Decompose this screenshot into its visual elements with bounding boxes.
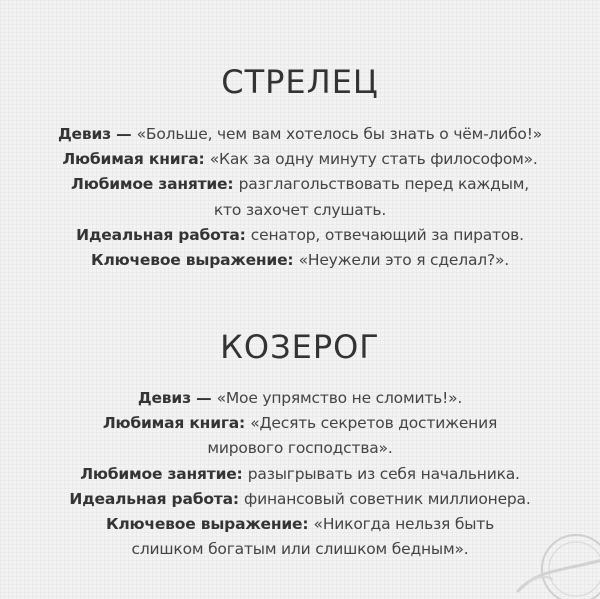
list-item [0, 147, 600, 172]
line-text: кто захочет слушать. [213, 200, 387, 219]
list-item [0, 436, 600, 461]
list-item [0, 223, 600, 248]
sagittarius-title: СТРЕЛЕЦ [221, 63, 379, 101]
line-label: Идеальная работа: [76, 225, 251, 244]
line-text: «Мое упрямство не сломить!». [216, 389, 463, 407]
line-label: Любимая книга: [62, 150, 210, 169]
list-item [0, 537, 600, 562]
line-text: «Никогда нельзя быть [313, 515, 495, 534]
line-text: разглагольствовать перед каждым, [238, 175, 529, 194]
line-label: Ключевое выражение: [105, 515, 314, 534]
line-label: Любимое занятие: [80, 464, 248, 483]
line-label: Любимая книга: [102, 414, 251, 433]
line-text: мирового господства». [207, 439, 393, 458]
line-text: «Десять секретов достижения [250, 414, 498, 433]
capricorn-title: КОЗЕРОГ [220, 328, 380, 366]
list-item [0, 198, 600, 223]
line-text: «Неужели это я сделал?». [298, 251, 509, 270]
capricorn-section [0, 327, 600, 562]
list-item [0, 512, 600, 537]
line-label: Любимое занятие: [71, 175, 239, 194]
list-item [0, 122, 600, 147]
list-item [0, 386, 600, 411]
list-item [0, 487, 600, 512]
line-text: сенатор, отвечающий за пиратов. [250, 225, 524, 244]
line-text: слишком богатым или слишком бедным». [131, 540, 469, 559]
list-item [0, 248, 600, 273]
line-label: Ключевое выражение: [91, 251, 299, 270]
list-item [0, 411, 600, 436]
line-text: финансовый советник миллионера. [244, 489, 531, 508]
list-item [0, 462, 600, 487]
line-text: разыгрывать из себя начальника. [247, 464, 520, 483]
line-label: Девиз — [57, 125, 137, 143]
line-text: «Больше, чем вам хотелось бы знать о чём-либо!» [136, 125, 543, 143]
line-label: Идеальная работа: [69, 489, 245, 508]
line-label: Девиз — [137, 389, 217, 407]
line-text: «Как за одну минуту стать философом». [209, 150, 538, 169]
list-item [0, 172, 600, 197]
sagittarius-section [0, 62, 600, 273]
